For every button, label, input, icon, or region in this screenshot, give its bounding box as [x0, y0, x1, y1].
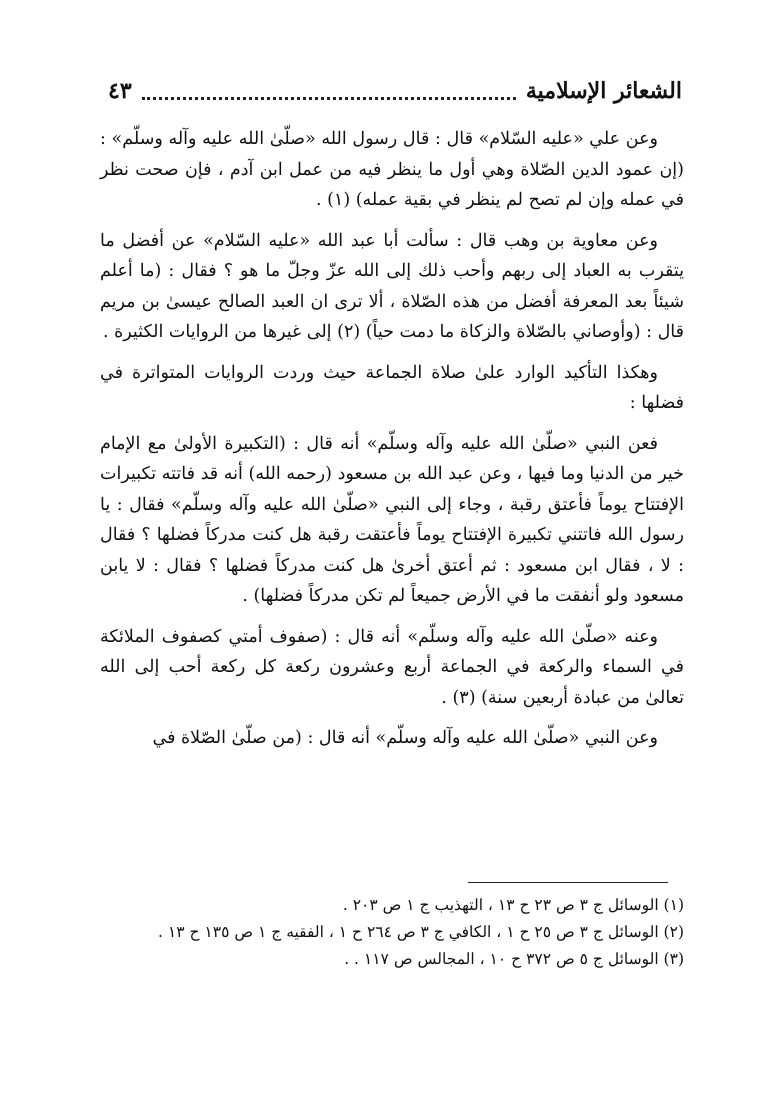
footnote-1: (١) الوسائل ج ٣ ص ٢٣ ح ١٣ ، التهذيب ج ١ ص ٢٠٣ .	[342, 896, 684, 914]
footnote-2: (٢) الوسائل ج ٣ ص ٢٥ ح ١ ، الكافي ج ٣ ص ٢٦٤ ح ١ ، الفقيه ج ١ ص ١٣٥ ح ١٣ .	[158, 923, 684, 941]
footnote-3: (٣) الوسائل ج ٥ ص ٣٧٢ ح ١٠ ، المجالس ص ١١٧ . .	[344, 950, 684, 968]
paragraph-continued: وعن النبي «صلّىٰ الله عليه وآله وسلّم» أنه قال : (من صلّىٰ الصّلاة في	[152, 728, 658, 748]
paragraph-first-takbir: فعن النبي «صلّىٰ الله عليه وآله وسلّم» أنه قال : (التكبيرة الأولىٰ مع الإمام خير من الدنيا وما فيها ، وعن عبد الله بن مسعود (رحمه الله) أنه قد فاتته تكبيرات الإفتتاح يوماً فأعتق رقبة ، وجاء إلى النبي «صلّىٰ الله عليه وآله وسلّم» فقال : يا رسول الله فاتتني تكبيرة الإفتتاح يوماً فأعتقت رقبة هل كنت مدركاً فضلها ؟ فقال : لا ، فقال ابن مسعود : ثم أعتق أخرىٰ هل كنت مدركاً فضلها ؟ فقال : لا يابن مسعود ولو أنفقت ما في الأرض جميعاً لم تكن مدركاً فضلها) .	[100, 433, 684, 606]
paragraph-congregation-emphasis: وهكذا التأكيد الوارد علىٰ صلاة الجماعة حيث وردت الروايات المتواترة في فضلها :	[100, 362, 684, 413]
running-title: الشعائر الإسلامية	[525, 78, 682, 104]
paragraph-muawiya-ibn-wahb: وعن معاوية بن وهب قال : سألت أبا عبد الله «عليه السّلام» عن أفضل ما يتقرب به العباد إلى ربهم وأحب ذلك إلى الله عزّ وجلّ ما هو ؟ فقال : (ما أعلم شيئاً بعد المعرفة أفضل من هذه الصّلاة ، ألا ترى ان العبد الصالح عيسىٰ بن مريم قال : (وأوصاني بالصّلاة والزكاة ما دمت حياً) (٢) إلى غيرها من الروايات الكثيرة .	[100, 230, 684, 342]
footnote-separator	[468, 882, 668, 883]
footnotes	[100, 892, 684, 973]
header-dot-leader	[142, 83, 516, 100]
paragraph-ranks-of-angels: وعنه «صلّىٰ الله عليه وآله وسلّم» أنه قال : (صفوف أمتي كصفوف الملائكة في السماء والركعة في الجماعة أربع وعشرون ركعة كل ركعة أحب إلى الله تعالىٰ من عبادة أربعين سنة) (٣) .	[100, 626, 684, 708]
running-header	[108, 74, 682, 108]
page-body	[100, 124, 684, 764]
paragraph-ali-prayer-pillar: وعن علي «عليه السّلام» قال : قال رسول الله «صلّىٰ الله عليه وآله وسلّم» : (إن عمود الدين الصّلاة وهي أول ما ينظر فيه من عمل ابن آدم ، فإن صحت نظر في عمله وإن لم تصح لم ينظر في بقية عمله) (١) .	[100, 129, 684, 210]
page-number: ٤٣	[108, 78, 132, 104]
